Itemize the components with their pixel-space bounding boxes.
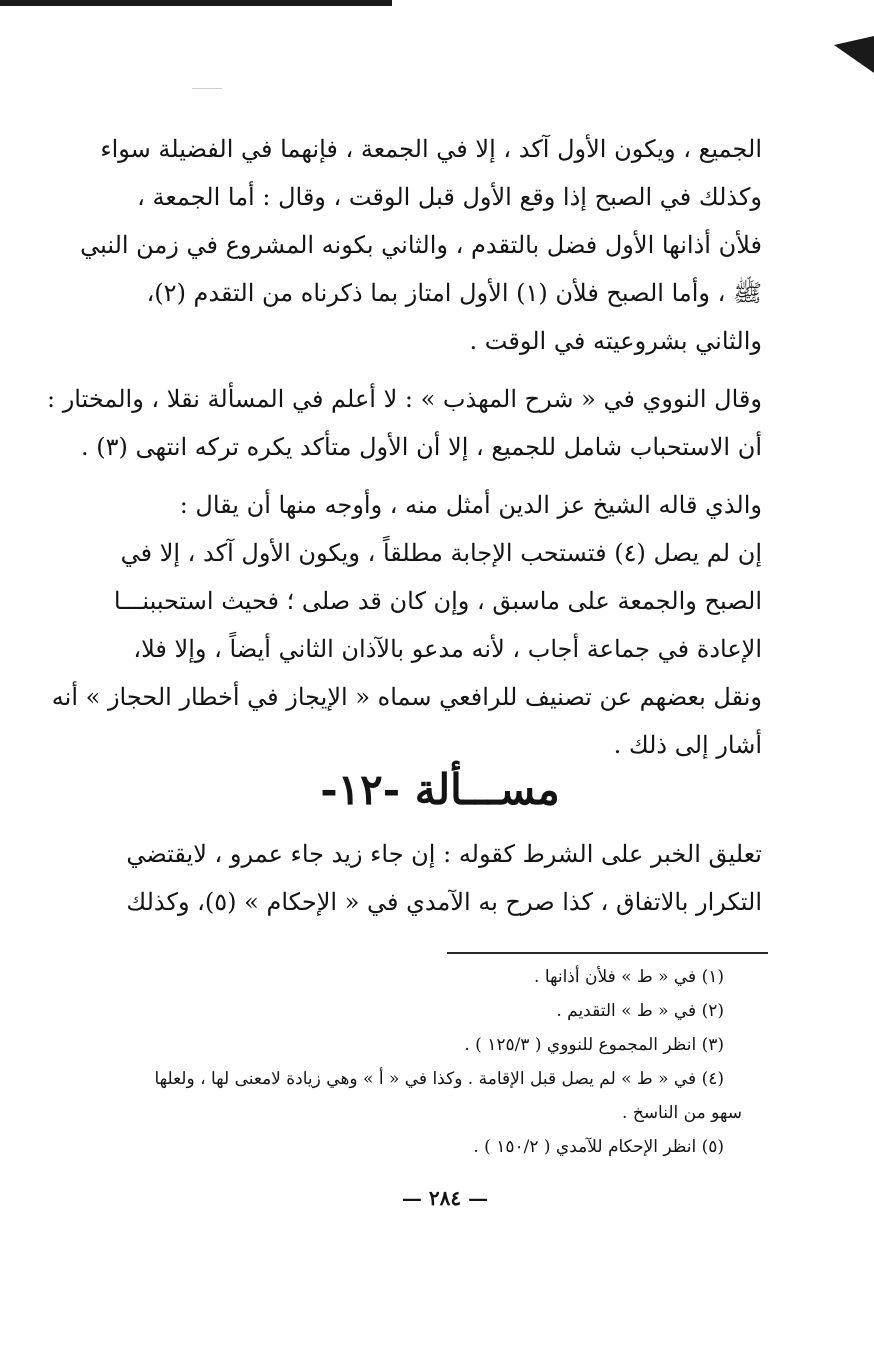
footnote: سهو من الناسخ .	[622, 1103, 742, 1123]
footnote: (٣) انظر المجموع للنووي ( ١٢٥/٣ ) .	[464, 1035, 724, 1055]
text-line: أن الاستحباب شامل للجميع ، إلا أن الأول متأكد يكره تركه انتهى (٣) .	[81, 433, 762, 461]
text-line: والثاني بشروعيته في الوقت .	[469, 327, 762, 355]
paragraph-4	[112, 830, 762, 926]
text-line: والذي قاله الشيخ عز الدين أمثل منه ، وأوجه منها أن يقال :	[179, 491, 762, 519]
text-line: وكذلك في الصبح إذا وقع الأول قبل الوقت ، وقال : أما الجمعة ،	[137, 183, 762, 211]
page-number: — ٢٨٤ —	[401, 1186, 489, 1210]
footnotes	[112, 960, 742, 1164]
section-heading: مســـألة -١٢-	[320, 765, 560, 814]
paragraph-3	[51, 481, 762, 769]
text-line: الصبح والجمعة على ماسبق ، وإن كان قد صلى ؛ فحيث استحببنـــا	[113, 587, 762, 615]
text-line: وقال النووي في « شرح المهذب » : لا أعلم في المسألة نقلا ، والمختار :	[46, 385, 762, 413]
footnote: (٥) انظر الإحكام للآمدي ( ١٥٠/٢ ) .	[473, 1137, 724, 1157]
footnote: (١) في « ط » فلأن أذانها .	[534, 967, 724, 987]
text-line: إن لم يصل (٤) فتستحب الإجابة مطلقاً ، ويكون الأول آكد ، إلا في	[120, 539, 762, 567]
text-line: التكرار بالاتفاق ، كذا صرح به الآمدي في « الإحكام » (٥)، وكذلك	[126, 888, 762, 916]
body-text	[46, 125, 762, 779]
paragraph-1	[80, 125, 762, 365]
page-corner-mark	[834, 36, 874, 73]
footnote: (٤) في « ط » لم يصل قبل الإقامة . وكذا في « أ » وهي زيادة لامعنى لها ، ولعلها	[154, 1069, 724, 1089]
text-line: فلأن أذانها الأول فضل بالتقدم ، والثاني بكونه المشروع في زمن النبي	[80, 231, 762, 259]
footnote-divider	[447, 952, 768, 954]
top-edge-rule	[0, 0, 392, 6]
text-line: ونقل بعضهم عن تصنيف للرافعي سماه « الإيجاز في أخطار الحجاز » أنه	[51, 683, 762, 711]
paragraph-2	[46, 375, 762, 471]
footnote: (٢) في « ط » التقديم .	[556, 1001, 724, 1021]
text-line: تعليق الخبر على الشرط كقوله : إن جاء زيد جاء عمرو ، لايقتضي	[126, 840, 762, 868]
text-line: ﷺ ، وأما الصبح فلأن (١) الأول امتاز بما ذكرناه من التقدم (٢)،	[146, 279, 762, 307]
scan-artifact-line	[192, 88, 222, 89]
text-line: أشار إلى ذلك .	[613, 731, 762, 759]
text-line: الجميع ، ويكون الأول آكد ، إلا في الجمعة ، فإنهما في الفضيلة سواء	[100, 135, 762, 163]
text-line: الإعادة في جماعة أجاب ، لأنه مدعو بالآذان الثاني أيضاً ، وإلا فلا،	[133, 635, 762, 663]
